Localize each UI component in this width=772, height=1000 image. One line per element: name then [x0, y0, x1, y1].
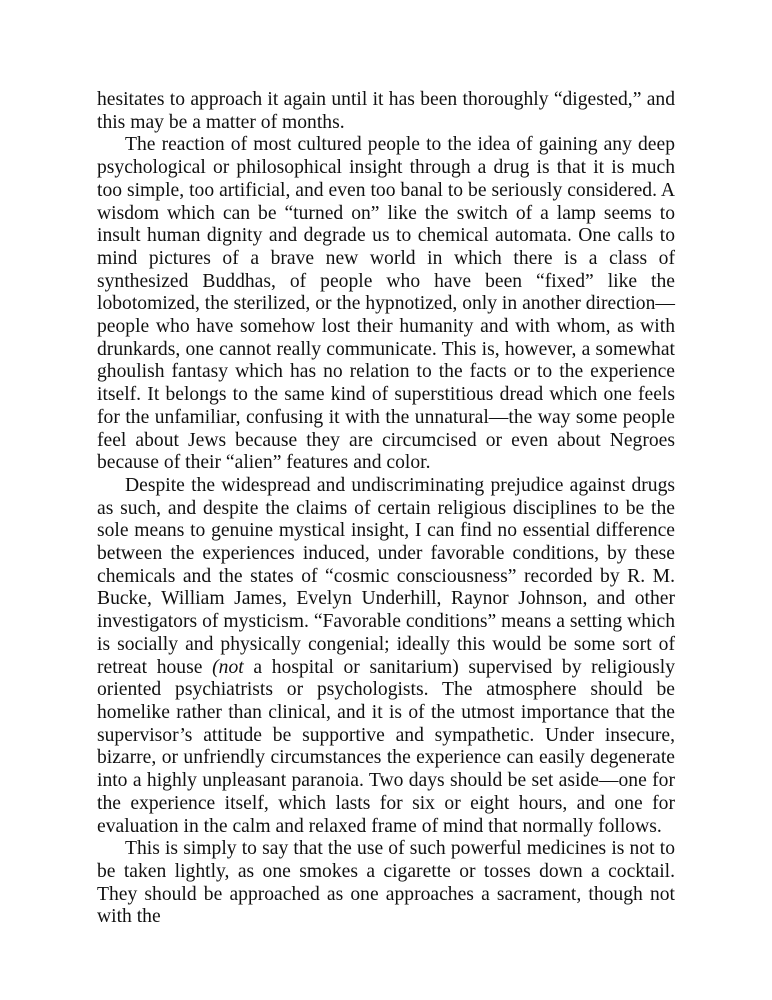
paragraph-3-text-part-2: a hospital or sanitarium) supervised by religiously oriented psychiatrists or psychologists. The atmosphere should be homelike rather than clinical, and it is of the utmost importance that the supervisor’s attitude be supportive and sympathetic. Under insecure, bizarre, or unfriendly circumstances the experience can easily degenerate into a highly unpleasant paranoia. Two days should be set aside—one for the experience itself, which lasts for six or eight hours, and one for evaluation in the calm and relaxed frame of mind that normally follows. [97, 656, 675, 837]
paragraph-2-text: The reaction of most cultured people to the idea of gaining any deep psychological or philosophical insight through a drug is that it is much too simple, too artificial, and even too banal to be seriously considered. A wisdom which can be “turned on” like the switch of a lamp seems to insult human dignity and degrade us to chemical automata. One calls to mind pictures of a brave new world in which there is a class of synthesized Buddhas, of people who have been “fixed” like the lobotomized, the sterilized, or the hypnotized, only in another direction—people who have somehow lost their humanity and with whom, as with drunkards, one cannot really communicate. This is, however, a somewhat ghoulish fantasy which has no relation to the facts or to the experience itself. It belongs to the same kind of superstitious dread which one feels for the unfamiliar, confusing it with the unnatural—the way some people feel about Jews because they are circumcised or even about Negroes because of their “alien” features and color. [97, 134, 675, 474]
paragraph-1 [97, 89, 675, 134]
paragraph-4-text: This is simply to say that the use of such powerful medicines is not to be taken lightly, as one smokes a cigarette or tosses down a cocktail. They should be approached as one approaches a sacrament, though not with the [97, 838, 675, 928]
page-body [97, 89, 675, 929]
paragraph-4 [97, 838, 675, 929]
paragraph-3-italic-not: (not [212, 656, 244, 678]
paragraph-1-text: hesitates to approach it again until it has been thoroughly “digested,” and this may be a matter of months. [97, 89, 675, 133]
paragraph-3 [97, 475, 675, 838]
paragraph-3-text-part-1: Despite the widespread and undiscriminating prejudice against drugs as such, and despite the claims of certain religious disciplines to be the sole means to genuine mystical insight, I can find no essential difference between the experiences induced, under favorable conditions, by these chemicals and the states of “cosmic consciousness” recorded by R. M. Bucke, William James, Evelyn Underhill, Raynor Johnson, and other investigators of mysticism. “Favorable conditions” means a setting which is socially and physically congenial; ideally this would be some sort of retreat house [97, 474, 675, 678]
paragraph-2 [97, 134, 675, 475]
